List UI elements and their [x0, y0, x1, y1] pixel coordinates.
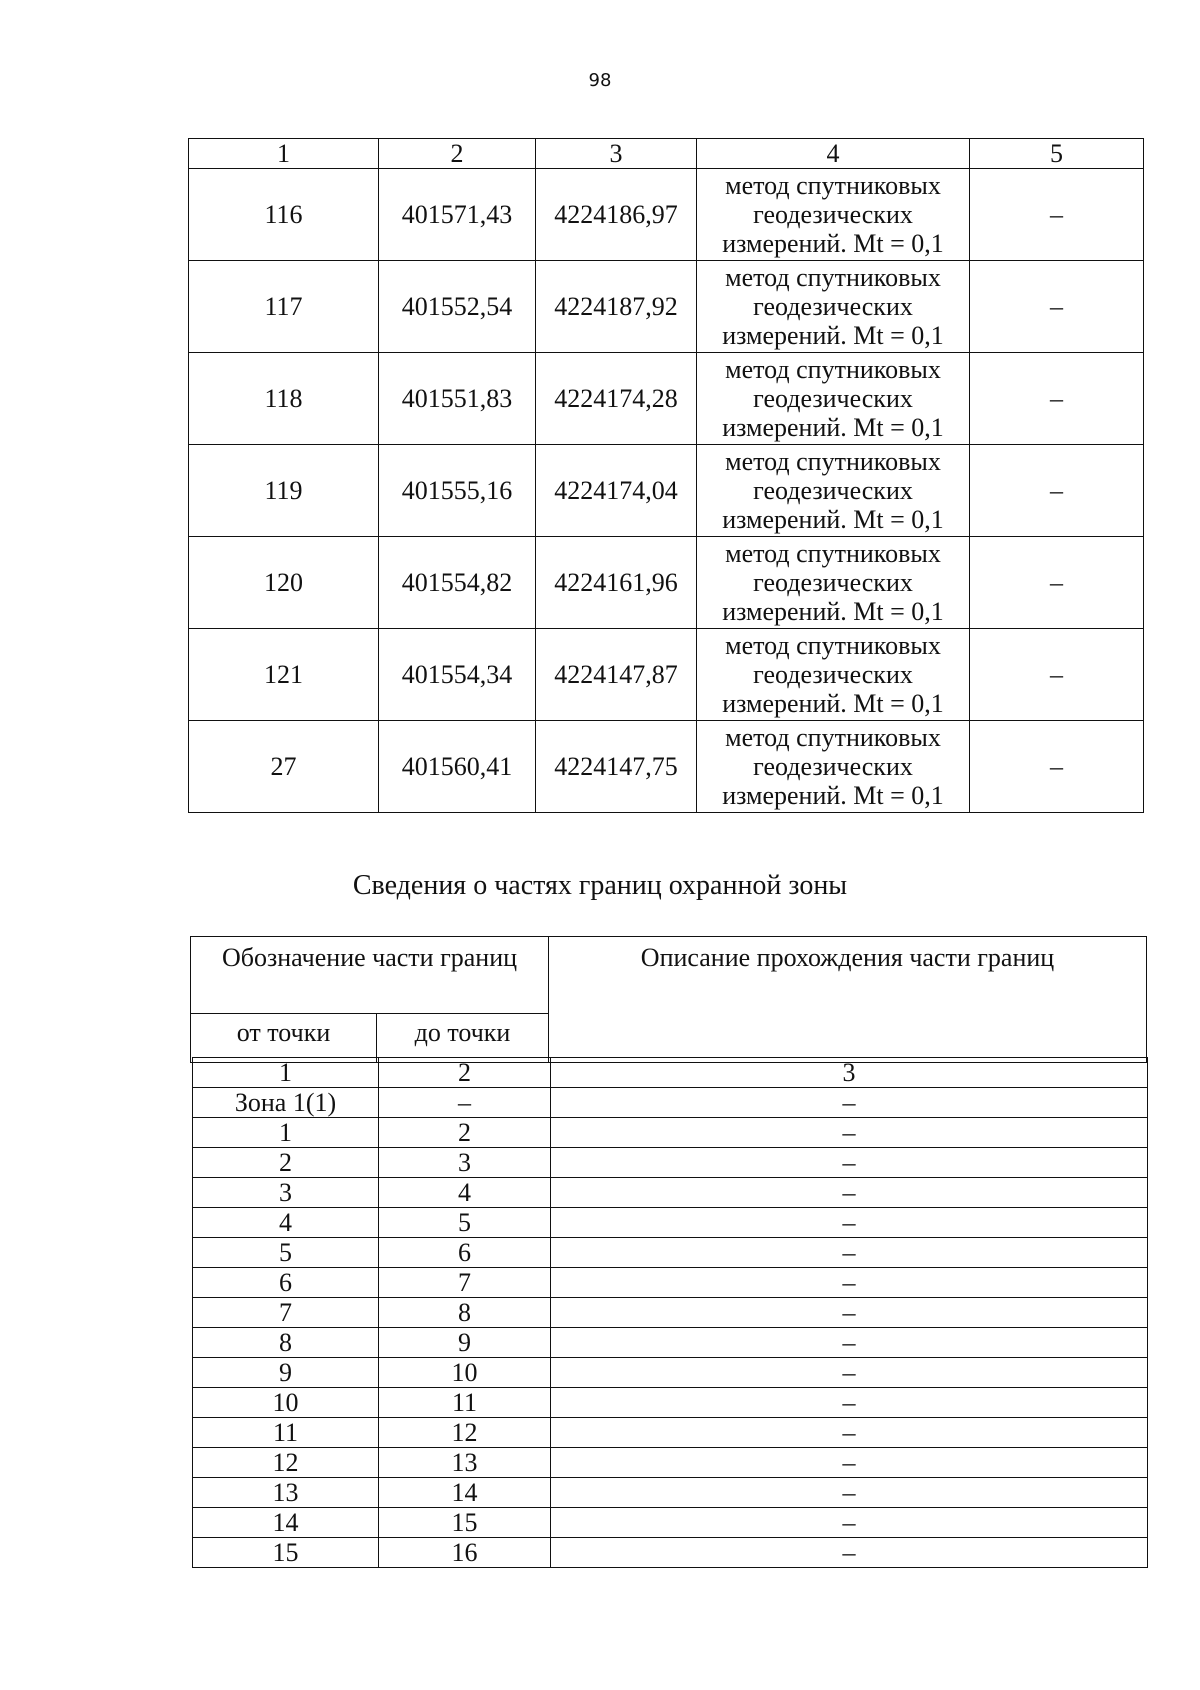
- point-number-cell: 27: [189, 721, 379, 813]
- to-point-cell: 12: [379, 1418, 551, 1448]
- note-cell: –: [970, 537, 1144, 629]
- measurement-method-cell: [697, 629, 970, 721]
- to-point-cell: 11: [379, 1388, 551, 1418]
- from-point-cell: 5: [193, 1238, 379, 1268]
- x-coordinate-cell: 401560,41: [379, 721, 536, 813]
- boundary-part-row: [193, 1148, 1148, 1178]
- boundary-part-row: [193, 1118, 1148, 1148]
- boundary-part-row: [193, 1538, 1148, 1568]
- coordinates-header-row: [189, 139, 1144, 169]
- column-number-header: 3: [536, 139, 697, 169]
- description-cell: –: [551, 1388, 1148, 1418]
- method-line: измерений. Mt = 0,1: [722, 781, 944, 810]
- from-point-cell: 9: [193, 1358, 379, 1388]
- description-cell: –: [551, 1118, 1148, 1148]
- x-coordinate-cell: 401551,83: [379, 353, 536, 445]
- method-line: геодезических: [753, 752, 913, 781]
- method-line: геодезических: [753, 476, 913, 505]
- x-coordinate-cell: 401571,43: [379, 169, 536, 261]
- coordinates-table: [188, 138, 1144, 813]
- column-number-header: 4: [697, 139, 970, 169]
- measurement-method-cell: [697, 445, 970, 537]
- boundary-part-row: [193, 1418, 1148, 1448]
- boundary-part-designation-header: Обозначение части границ: [191, 937, 549, 1014]
- column-number-header: 1: [189, 139, 379, 169]
- boundary-part-row: [193, 1388, 1148, 1418]
- method-line: геодезических: [753, 384, 913, 413]
- boundary-part-row: [193, 1358, 1148, 1388]
- from-point-cell: 8: [193, 1328, 379, 1358]
- coordinate-row: [189, 169, 1144, 261]
- from-point-cell: 1: [193, 1118, 379, 1148]
- y-coordinate-cell: 4224174,28: [536, 353, 697, 445]
- to-point-cell: 4: [379, 1178, 551, 1208]
- point-number-cell: 118: [189, 353, 379, 445]
- from-point-cell: 4: [193, 1208, 379, 1238]
- method-line: метод спутниковых: [725, 723, 941, 752]
- from-point-cell: 15: [193, 1538, 379, 1568]
- boundary-parts-table: [192, 1057, 1148, 1568]
- method-line: измерений. Mt = 0,1: [722, 229, 944, 258]
- method-line: метод спутниковых: [725, 263, 941, 292]
- note-cell: –: [970, 445, 1144, 537]
- method-line: геодезических: [753, 292, 913, 321]
- to-point-cell: –: [379, 1088, 551, 1118]
- x-coordinate-cell: 401555,16: [379, 445, 536, 537]
- from-point-cell: 7: [193, 1298, 379, 1328]
- description-cell: –: [551, 1328, 1148, 1358]
- description-cell: –: [551, 1148, 1148, 1178]
- coordinate-row: [189, 445, 1144, 537]
- from-point-cell: 6: [193, 1268, 379, 1298]
- to-point-cell: 6: [379, 1238, 551, 1268]
- method-line: метод спутниковых: [725, 539, 941, 568]
- description-cell: –: [551, 1208, 1148, 1238]
- from-point-cell: 3: [193, 1178, 379, 1208]
- description-cell: –: [551, 1538, 1148, 1568]
- method-line: геодезических: [753, 200, 913, 229]
- description-cell: –: [551, 1508, 1148, 1538]
- method-line: измерений. Mt = 0,1: [722, 689, 944, 718]
- to-point-cell: 13: [379, 1448, 551, 1478]
- point-number-cell: 119: [189, 445, 379, 537]
- to-point-cell: 16: [379, 1538, 551, 1568]
- to-point-cell: 10: [379, 1358, 551, 1388]
- to-point-header: до точки: [377, 1014, 549, 1063]
- from-point-cell: 12: [193, 1448, 379, 1478]
- boundary-part-row: [193, 1478, 1148, 1508]
- coordinate-row: [189, 721, 1144, 813]
- y-coordinate-cell: 4224147,87: [536, 629, 697, 721]
- from-point-cell: 14: [193, 1508, 379, 1538]
- to-point-cell: 5: [379, 1208, 551, 1238]
- description-cell: –: [551, 1448, 1148, 1478]
- to-point-cell: 2: [379, 1118, 551, 1148]
- boundary-part-row: [193, 1088, 1148, 1118]
- note-cell: –: [970, 353, 1144, 445]
- method-line: метод спутниковых: [725, 631, 941, 660]
- coordinate-row: [189, 353, 1144, 445]
- method-line: измерений. Mt = 0,1: [722, 321, 944, 350]
- note-cell: –: [970, 261, 1144, 353]
- to-point-cell: 8: [379, 1298, 551, 1328]
- boundary-part-row: [193, 1178, 1148, 1208]
- boundary-part-row: [193, 1508, 1148, 1538]
- to-point-cell: 3: [379, 1148, 551, 1178]
- from-point-cell: 2: [193, 1148, 379, 1178]
- method-line: измерений. Mt = 0,1: [722, 505, 944, 534]
- measurement-method-cell: [697, 169, 970, 261]
- coordinate-row: [189, 537, 1144, 629]
- measurement-method-cell: [697, 721, 970, 813]
- column-number-header: 2: [379, 139, 536, 169]
- description-cell: –: [551, 1088, 1148, 1118]
- measurement-method-cell: [697, 261, 970, 353]
- y-coordinate-cell: 4224186,97: [536, 169, 697, 261]
- boundary-part-row: [193, 1268, 1148, 1298]
- y-coordinate-cell: 4224147,75: [536, 721, 697, 813]
- coordinate-row: [189, 261, 1144, 353]
- method-line: измерений. Mt = 0,1: [722, 413, 944, 442]
- method-line: метод спутниковых: [725, 171, 941, 200]
- column-number-cell: 3: [551, 1058, 1148, 1088]
- description-cell: –: [551, 1238, 1148, 1268]
- method-line: геодезических: [753, 660, 913, 689]
- measurement-method-cell: [697, 353, 970, 445]
- y-coordinate-cell: 4224161,96: [536, 537, 697, 629]
- description-cell: –: [551, 1358, 1148, 1388]
- note-cell: –: [970, 721, 1144, 813]
- description-cell: –: [551, 1418, 1148, 1448]
- section-title: Сведения о частях границ охранной зоны: [352, 870, 848, 901]
- method-line: метод спутниковых: [725, 447, 941, 476]
- x-coordinate-cell: 401552,54: [379, 261, 536, 353]
- point-number-cell: 121: [189, 629, 379, 721]
- parts-table-header: [190, 936, 1147, 1063]
- column-numbers-row: [193, 1058, 1148, 1088]
- boundary-part-row: [193, 1448, 1148, 1478]
- method-line: измерений. Mt = 0,1: [722, 597, 944, 626]
- x-coordinate-cell: 401554,34: [379, 629, 536, 721]
- to-point-cell: 9: [379, 1328, 551, 1358]
- measurement-method-cell: [697, 537, 970, 629]
- boundary-part-row: [193, 1298, 1148, 1328]
- from-point-header: от точки: [191, 1014, 377, 1063]
- description-cell: –: [551, 1478, 1148, 1508]
- point-number-cell: 117: [189, 261, 379, 353]
- coordinate-row: [189, 629, 1144, 721]
- to-point-cell: 15: [379, 1508, 551, 1538]
- column-number-header: 5: [970, 139, 1144, 169]
- method-line: метод спутниковых: [725, 355, 941, 384]
- boundary-part-description-header: Описание прохождения части границ: [549, 937, 1147, 1063]
- y-coordinate-cell: 4224187,92: [536, 261, 697, 353]
- from-point-cell: 11: [193, 1418, 379, 1448]
- column-number-cell: 2: [379, 1058, 551, 1088]
- method-line: геодезических: [753, 568, 913, 597]
- point-number-cell: 116: [189, 169, 379, 261]
- boundary-part-row: [193, 1328, 1148, 1358]
- from-point-cell: Зона 1(1): [193, 1088, 379, 1118]
- description-cell: –: [551, 1298, 1148, 1328]
- note-cell: –: [970, 629, 1144, 721]
- y-coordinate-cell: 4224174,04: [536, 445, 697, 537]
- to-point-cell: 14: [379, 1478, 551, 1508]
- to-point-cell: 7: [379, 1268, 551, 1298]
- column-number-cell: 1: [193, 1058, 379, 1088]
- description-cell: –: [551, 1178, 1148, 1208]
- boundary-part-row: [193, 1238, 1148, 1268]
- from-point-cell: 10: [193, 1388, 379, 1418]
- point-number-cell: 120: [189, 537, 379, 629]
- from-point-cell: 13: [193, 1478, 379, 1508]
- boundary-part-row: [193, 1208, 1148, 1238]
- page-number: 98: [588, 70, 612, 91]
- note-cell: –: [970, 169, 1144, 261]
- x-coordinate-cell: 401554,82: [379, 537, 536, 629]
- description-cell: –: [551, 1268, 1148, 1298]
